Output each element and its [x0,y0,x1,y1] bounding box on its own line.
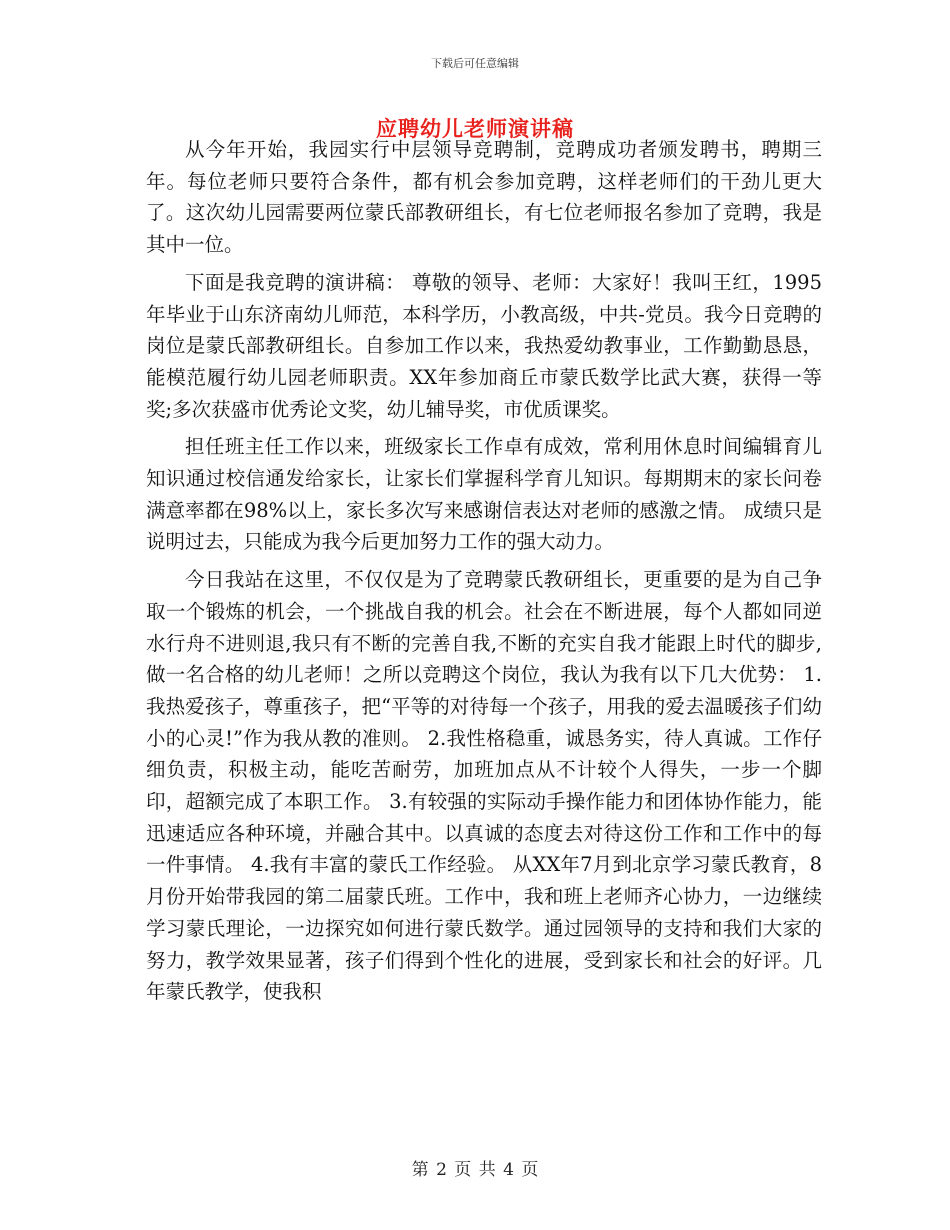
document-title: 应聘幼儿老师演讲稿 [376,117,574,141]
paragraph-4: 今日我站在这里，不仅仅是为了竞聘蒙氏教研组长，更重要的是为自己争取一个锻炼的机会，一个挑战自我的机会。社会在不断进展，每个人都如同逆水行舟不进则退,我只有不断的完善自我,不断的充实自我才能跟上时代的脚步,做一名合格的幼儿老师！之所以竞聘这个岗位，我认为我有以下几大优势： 1.我热爱孩子，尊重孩子，把“平等的对待每一个孩子，用我的爱去温暖孩子们幼小的心灵!”作为我从教的准则。 2.我性格稳重，诚恳务实，待人真诚。工作仔细负责，积极主动，能吃苦耐劳，加班加点从不计较个人得失，一步一个脚印，超额完成了本职工作。 3.有较强的实际动手操作能力和团体协作能力，能迅速适应各种环境，并融合其中。以真诚的态度去对待这份工作和工作中的每一件事情。 4.我有丰富的蒙氏工作经验。 从XX年7月到北京学习蒙氏教育，8月份开始带我园的第二届蒙氏班。工作中，我和班上老师齐心协力，一边继续学习蒙氏理论，一边探究如何进行蒙氏数学。通过园领导的支持和我们大家的努力，教学效果显著，孩子们得到个性化的进展，受到家长和社会的好评。几年蒙氏教学，使我积 [146,568,822,1004]
document-body [146,134,822,1014]
paragraph-3: 担任班主任工作以来，班级家长工作卓有成效，常利用休息时间编辑育儿知识通过校信通发给家长，让家长们掌握科学育儿知识。每期期末的家长问卷满意率都在98%以上，家长多次写来感谢信表达对老师的感激之情。 成绩只是说明过去，只能成为我今后更加努力工作的强大动力。 [146,435,822,554]
paragraph-2: 下面是我竞聘的演讲稿： 尊敬的领导、老师：大家好！我叫王红，1995年毕业于山东济南幼儿师范，本科学历，小教高级，中共-党员。我今日竞聘的岗位是蒙氏部教研组长。自参加工作以来，我热爱幼教事业，工作勤勤恳恳，能模范履行幼儿园老师职责。XX年参加商丘市蒙氏数学比武大赛，获得一等奖;多次获盛市优秀论文奖，幼儿辅导奖，市优质课奖。 [146,270,822,421]
page-footer: 第 2 页 共 4 页 [411,1160,539,1180]
paragraph-1: 从今年开始，我园实行中层领导竞聘制，竞聘成功者颁发聘书，聘期三年。每位老师只要符合条件，都有机会参加竞聘，这样老师们的干劲儿更大了。这次幼儿园需要两位蒙氏部教研组长，有七位老师报名参加了竞聘，我是其中一位。 [146,138,822,257]
page-header: 下载后可任意编辑 [431,57,519,70]
